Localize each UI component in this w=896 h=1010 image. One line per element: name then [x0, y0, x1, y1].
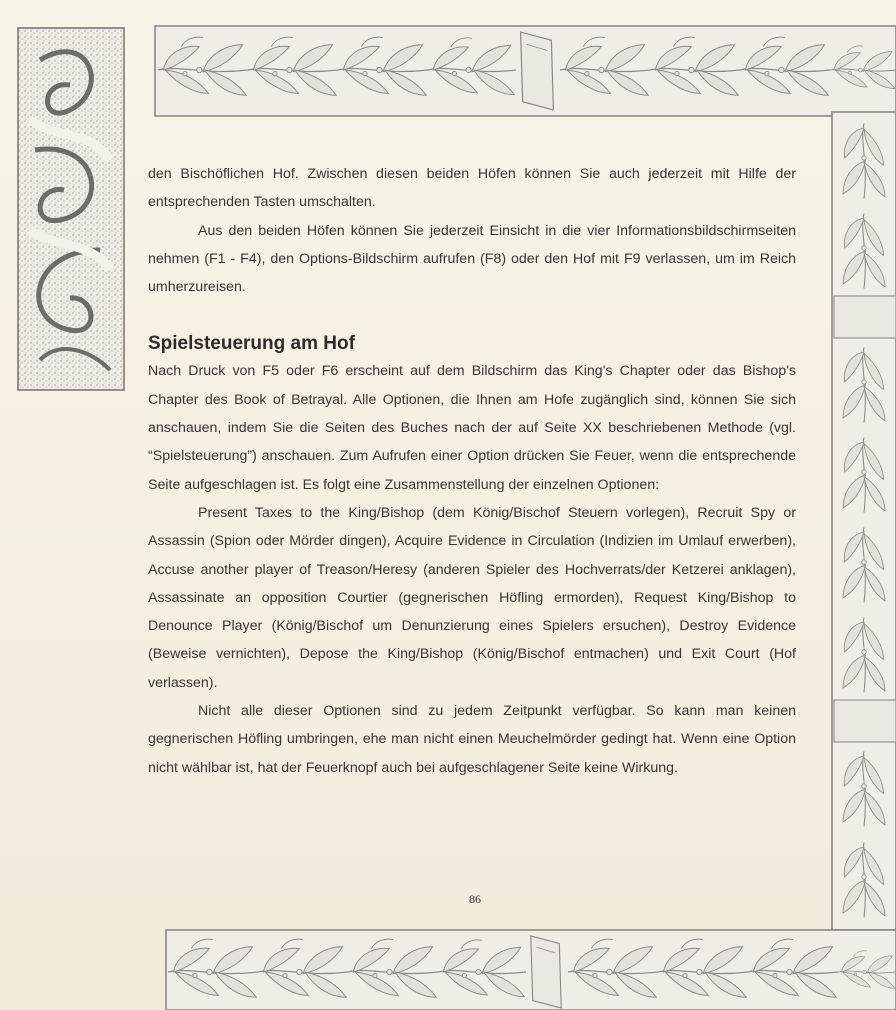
paragraph: Aus den beiden Höfen können Sie jederzeit Einsicht in die vier Informationsbildschirmseiten nehmen (F1 - F4), den Options-Bildschirm aufrufen (F8) oder den Hof mit F9 verlassen, um im Reich umherzureisen.: [148, 222, 796, 296]
scroll-ornament-panel: [18, 28, 124, 390]
paragraph: Nicht alle dieser Optionen sind zu jedem Zeitpunkt verfügbar. So kann man keinen gegnerischen Höfling umbringen, ehe man nicht einen Meuchelmörder gedingt hat. Wenn eine Option nicht wählbar ist, hat der Feuerknopf auch bei aufgeschlagener Seite keine Wirkung.: [148, 703, 796, 776]
body-text: [148, 160, 796, 782]
paragraph-continuation: den Bischöflichen Hof. Zwischen diesen beiden Höfen können Sie auch jederzeit mit Hilfe der entsprechenden Tasten umschalten.: [148, 166, 796, 211]
bottom-laurel-border: [166, 930, 896, 1010]
right-laurel-border: [832, 112, 896, 930]
paragraph: Nach Druck von F5 oder F6 erscheint auf dem Bildschirm das King's Chapter oder das Bishop's Chapter des Book of Betrayal. Alle Optionen, die Ihnen am Hofe zugänglich sind, können Sie sich anschauen, indem Sie die Seiten des Buches nach der auf Seite XX beschriebenen Methode (vgl. “Spielsteuerung”) anschauen. Zum Aufrufen einer Option drücken Sie Feuer, wenn die entsprechende Seite aufgeschlagen ist. Es folgt eine Zusammenstellung der einzelnen Optionen:: [148, 363, 796, 493]
paragraph-options-list: Present Taxes to the King/Bishop (dem König/Bischof Steuern vorlegen), Recruit Spy or Assassin (Spion oder Mörder dingen), Acquire Evidence in Circulation (Indizien im Umlauf erwerben), Accuse another player of Treason/Heresy (anderen Spieler des Hochverrats/der Ketzerei anklagen), Assassinate an opposition Courtier (gegnerischen Höfling ermorden), Request King/Bishop to Denounce Player (König/Bischof um Denunzierung eines Spielers ersuchen), Destroy Evidence (Beweise vernichten), Depose the King/Bishop (König/Bischof entmachen) und Exit Court (Hof verlassen).: [148, 504, 796, 691]
top-laurel-border: [155, 26, 896, 116]
page-number: 86: [469, 892, 481, 906]
section-heading: Spielsteuerung am Hof: [148, 333, 355, 355]
